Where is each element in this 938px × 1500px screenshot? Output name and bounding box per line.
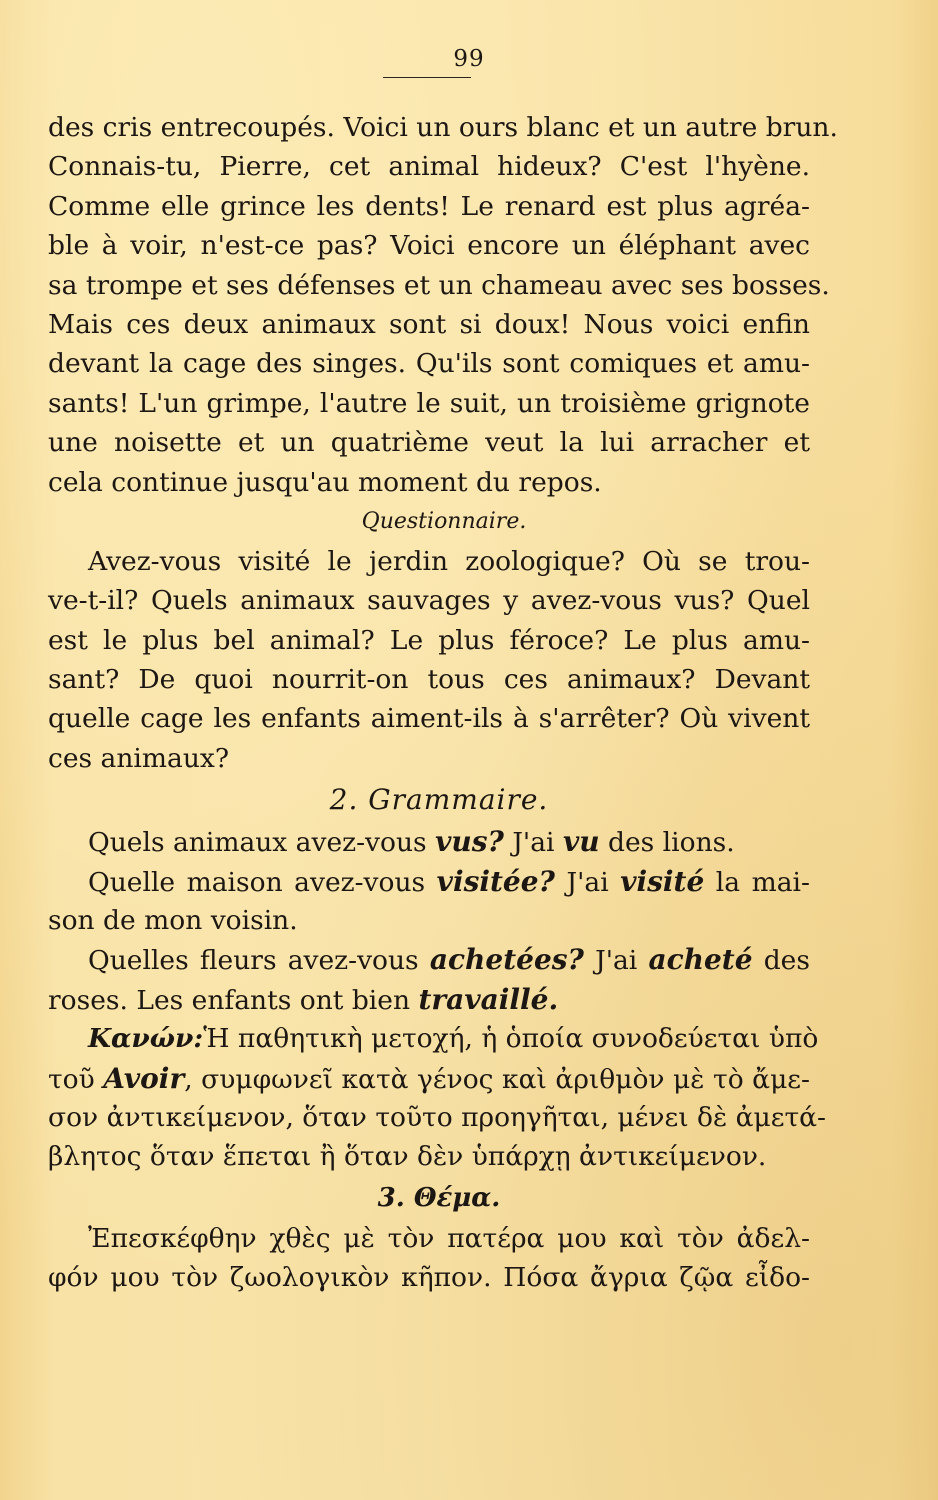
emphasized-participle: achetées? <box>429 943 584 977</box>
emphasized-participle: travaillé. <box>418 982 559 1016</box>
example-text: des <box>763 945 810 977</box>
theme-paragraph <box>48 1219 810 1298</box>
text-line: Mais ces deux animaux sont si doux! Nous voici enfin <box>48 308 810 340</box>
example-text: Quelles fleurs avez-vous <box>88 945 419 977</box>
rule-text: Ἡ παθητικὴ μετοχή, ἡ ὁποία συνοδεύεται ὑπὸ <box>203 1023 819 1055</box>
grammar-rule <box>48 1019 826 1177</box>
text-line: ces animaux? <box>48 742 230 774</box>
example-text: J'ai <box>566 866 609 898</box>
emphasized-participle: visitée? <box>436 864 555 898</box>
text-line: sants! L'un grimpe, l'autre le suit, un troisième grignote <box>48 387 810 419</box>
grammar-examples <box>48 822 810 1019</box>
paragraph-zoo-visit <box>48 108 838 502</box>
grammar-example-line: son de mon voisin. <box>48 905 298 937</box>
text-line: ve-t-il? Quels animaux sauvages y avez-vous vus? Quel <box>48 585 810 617</box>
text-line: Avez-vous visité le jerdin zoologique? Où se trou- <box>88 545 810 577</box>
page-text <box>48 108 838 1298</box>
example-text: la mai- <box>715 866 810 898</box>
emphasized-participle: visité <box>620 864 705 898</box>
page-number-rule <box>383 77 471 78</box>
text-line: φόν μου τὸν ζωολογικὸν κῆπον. Πόσα ἄγρια ζῷα εἶδο- <box>48 1262 810 1294</box>
grammar-example-line <box>48 862 810 901</box>
example-text: des lions. <box>608 827 735 859</box>
text-line: Ἐπεσκέφθην χθὲς μὲ τὸν πατέρα μου καὶ τὸν ἀδελ- <box>88 1222 810 1254</box>
example-text: J'ai <box>595 945 638 977</box>
text-line: une noisette et un quatrième veut la lui arracher et <box>48 427 810 459</box>
emphasized-participle: acheté <box>648 943 753 977</box>
questionnaire-paragraph <box>48 542 810 778</box>
example-text: Quels animaux avez-vous <box>88 827 427 859</box>
text-line: Connais-tu, Pierre, cet animal hideux? C'est l'hyène. <box>48 151 810 183</box>
rule-line <box>48 1019 819 1058</box>
rule-label: Κανών: <box>88 1023 204 1055</box>
emphasized-verb: Avoir <box>103 1061 185 1095</box>
rule-line: βλητος ὅταν ἕπεται ἢ ὅταν δὲν ὑπάρχῃ ἀντικείμενον. <box>48 1141 767 1173</box>
theme-heading: 3. Θέμα. <box>377 1182 501 1213</box>
rule-line <box>48 1059 810 1098</box>
text-line: sant? De quoi nourrit-on tous ces animaux? Devant <box>48 664 810 696</box>
page-number: 99 <box>453 46 485 72</box>
grammar-heading: 2. Grammaire. <box>329 783 549 817</box>
example-text: roses. Les enfants ont bien <box>48 984 411 1016</box>
rule-line: σον ἀντικείμενον, ὅταν τοῦτο προηγῆται, μένει δὲ ἀμετά- <box>48 1101 826 1133</box>
rule-text: τοῦ <box>48 1063 95 1095</box>
text-line: devant la cage des singes. Qu'ils sont comiques et amu- <box>48 348 810 380</box>
rule-text: , συμφωνεῖ κατὰ γένος καὶ ἀριθμὸν μὲ τὸ ἄμε- <box>184 1063 810 1095</box>
grammar-example-line <box>48 940 810 979</box>
questionnaire-heading: Questionnaire. <box>361 508 527 534</box>
emphasized-participle: vu <box>562 825 600 859</box>
grammar-example-line <box>48 980 810 1019</box>
text-line: des cris entrecoupés. Voici un ours blanc et un autre brun. <box>48 112 838 143</box>
text-line: ble à voir, n'est-ce pas? Voici encore un éléphant avec <box>48 230 810 262</box>
text-line: Comme elle grince les dents! Le renard est plus agréa- <box>48 190 810 222</box>
grammar-example-line <box>48 822 810 861</box>
text-line: quelle cage les enfants aiment-ils à s'arrêter? Où vivent <box>48 703 810 735</box>
emphasized-participle: vus? <box>435 825 504 859</box>
text-line: sa trompe et ses défenses et un chameau avec ses bosses. <box>48 269 830 301</box>
text-line: cela continue jusqu'au moment du repos. <box>48 466 602 498</box>
example-text: Quelle maison avez-vous <box>88 866 426 898</box>
example-text: J'ai <box>512 827 555 859</box>
text-line: est le plus bel animal? Le plus féroce? Le plus amu- <box>48 624 810 656</box>
